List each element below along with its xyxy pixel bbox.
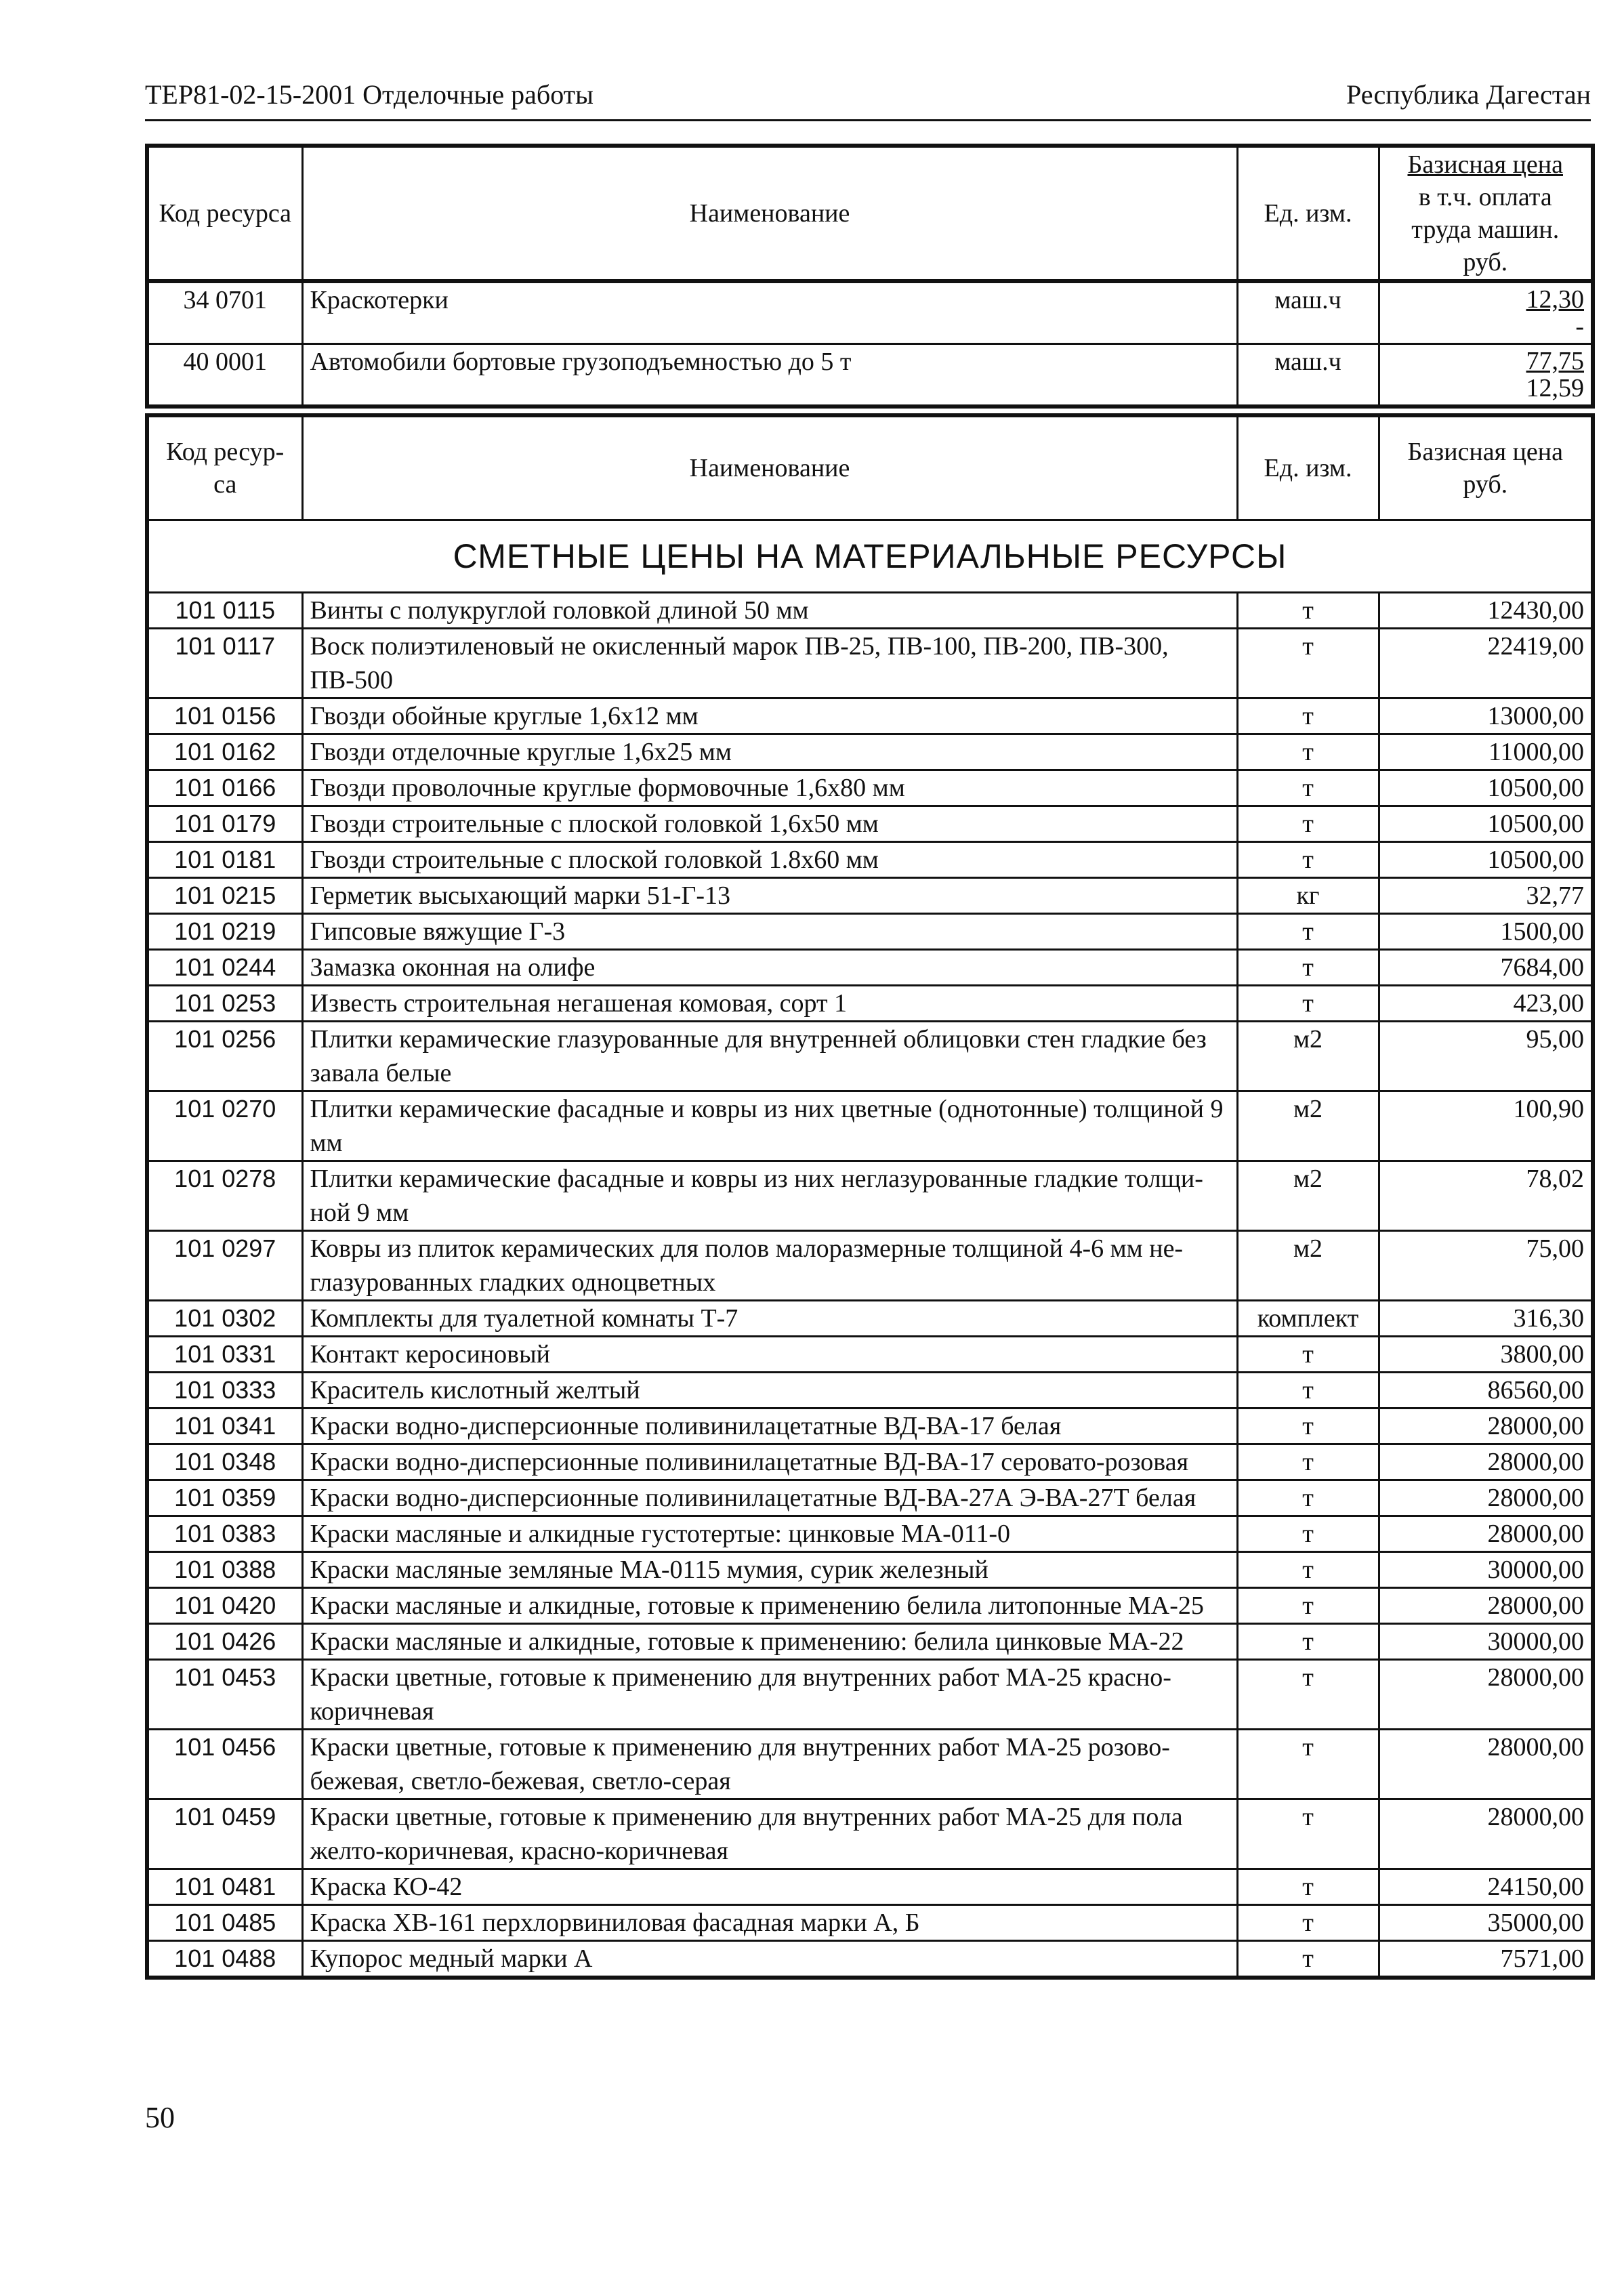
table-row (147, 770, 1593, 806)
table-row (147, 1091, 1593, 1161)
resource-unit: т (1237, 841, 1379, 877)
resource-price: 86560,00 (1379, 1372, 1593, 1408)
resource-name: Краска ХВ-161 перхлорвиниловая фасадная марки А, Б (302, 1904, 1237, 1940)
resource-code: 101 0219 (147, 913, 302, 949)
resource-code: 101 0333 (147, 1372, 302, 1408)
resource-code: 101 0453 (147, 1659, 302, 1729)
resource-price: 28000,00 (1379, 1408, 1593, 1444)
resource-price: 75,00 (1379, 1230, 1593, 1300)
resource-code: 101 0244 (147, 949, 302, 985)
table-row (147, 1336, 1593, 1372)
resource-code: 101 0359 (147, 1480, 302, 1516)
resource-name: Гвозди строительные с плоской головкой 1,6х50 мм (302, 806, 1237, 841)
resource-name: Плитки керамические фасадные и ковры из них цветные (однотонные) толщиной 9 мм (302, 1091, 1237, 1161)
materials-header-row (147, 415, 1593, 520)
table-row (147, 344, 1593, 407)
resource-price: 10500,00 (1379, 841, 1593, 877)
resource-price: 423,00 (1379, 985, 1593, 1021)
resource-name: Краски масляные и алкидные, готовые к применению белила литопонные МА-25 (302, 1587, 1237, 1623)
table-row (147, 1300, 1593, 1336)
resource-name: Плитки керамические фасадные и ковры из них неглазурованные гладкие толщи-ной 9 мм (302, 1161, 1237, 1230)
resource-name: Замазка оконная на олифе (302, 949, 1237, 985)
resource-unit: т (1237, 985, 1379, 1021)
resource-code: 101 0278 (147, 1161, 302, 1230)
price-header-line1: Базисная цена (1407, 150, 1563, 179)
resource-price: 28000,00 (1379, 1799, 1593, 1869)
region-name: Республика Дагестан (1346, 79, 1591, 110)
page-header (145, 73, 1591, 121)
column-header-code: Код ресурса (147, 146, 302, 281)
resource-code: 101 0348 (147, 1444, 302, 1480)
section-title-row (147, 520, 1593, 592)
table-row (147, 1408, 1593, 1444)
resource-price: 28000,00 (1379, 1729, 1593, 1799)
resource-unit: т (1237, 1729, 1379, 1799)
resource-code: 101 0488 (147, 1940, 302, 1978)
table-row (147, 1940, 1593, 1978)
resource-code: 101 0162 (147, 734, 302, 770)
resource-unit: т (1237, 1480, 1379, 1516)
resource-price: 3800,00 (1379, 1336, 1593, 1372)
resource-name: Краски цветные, готовые к применению для внутренних работ МА-25 розово-бежевая, светло-бежевая, светло-серая (302, 1729, 1237, 1799)
base-price: 77,75 (1526, 347, 1584, 375)
resource-price: 1500,00 (1379, 913, 1593, 949)
materials-table (145, 413, 1595, 1980)
resource-price: 28000,00 (1379, 1444, 1593, 1480)
resource-name: Краски водно-дисперсионные поливинилацетатные ВД-ВА-17 серовато-розовая (302, 1444, 1237, 1480)
resource-unit: т (1237, 1516, 1379, 1551)
resource-unit: м2 (1237, 1161, 1379, 1230)
machines-header-row (147, 146, 1593, 281)
resource-unit: т (1237, 806, 1379, 841)
resource-unit: т (1237, 1904, 1379, 1940)
resource-unit: маш.ч (1237, 344, 1379, 407)
resource-name: Краски масляные и алкидные густотертые: цинковые МА-011-0 (302, 1516, 1237, 1551)
resource-unit: т (1237, 949, 1379, 985)
resource-code: 101 0456 (147, 1729, 302, 1799)
resource-price: 10500,00 (1379, 770, 1593, 806)
resource-name: Гвозди строительные с плоской головкой 1.8х60 мм (302, 841, 1237, 877)
resource-price (1379, 281, 1593, 344)
resource-unit: комплект (1237, 1300, 1379, 1336)
resource-code: 101 0388 (147, 1551, 302, 1587)
labor-price: 12,59 (1526, 374, 1584, 402)
resource-unit: т (1237, 1659, 1379, 1729)
table-row (147, 628, 1593, 698)
resource-price: 28000,00 (1379, 1587, 1593, 1623)
table-row (147, 985, 1593, 1021)
table-row (147, 1444, 1593, 1480)
table-row (147, 1904, 1593, 1940)
resource-unit: т (1237, 1623, 1379, 1659)
resource-code: 101 0115 (147, 592, 302, 628)
resource-name: Краски цветные, готовые к применению для внутренних работ МА-25 для пола желто-коричневая, красно-коричневая (302, 1799, 1237, 1869)
table-row (147, 1799, 1593, 1869)
resource-code: 101 0341 (147, 1408, 302, 1444)
resource-price: 13000,00 (1379, 698, 1593, 734)
table-row (147, 913, 1593, 949)
resource-code: 101 0179 (147, 806, 302, 841)
resource-unit: т (1237, 628, 1379, 698)
resource-unit: маш.ч (1237, 281, 1379, 344)
table-row (147, 1021, 1593, 1091)
resource-unit: т (1237, 1372, 1379, 1408)
resource-name: Краски водно-дисперсионные поливинилацетатные ВД-ВА-17 белая (302, 1408, 1237, 1444)
resource-price: 30000,00 (1379, 1551, 1593, 1587)
table-row (147, 949, 1593, 985)
resource-name: Гвозди обойные круглые 1,6х12 мм (302, 698, 1237, 734)
resource-name: Краситель кислотный желтый (302, 1372, 1237, 1408)
resource-price: 35000,00 (1379, 1904, 1593, 1940)
resource-unit: кг (1237, 877, 1379, 913)
price-header-line3: труда машин. (1411, 215, 1560, 244)
resource-code: 40 0001 (147, 344, 302, 407)
resource-name: Гвозди отделочные круглые 1,6х25 мм (302, 734, 1237, 770)
table-row (147, 1729, 1593, 1799)
resource-name: Контакт керосиновый (302, 1336, 1237, 1372)
resource-price: 7571,00 (1379, 1940, 1593, 1978)
table-row (147, 1869, 1593, 1904)
resource-unit: т (1237, 913, 1379, 949)
resource-name: Гипсовые вяжущие Г-3 (302, 913, 1237, 949)
resource-code: 101 0256 (147, 1021, 302, 1091)
resource-price: 32,77 (1379, 877, 1593, 913)
resource-price: 316,30 (1379, 1300, 1593, 1336)
resource-name: Герметик высыхающий марки 51-Г-13 (302, 877, 1237, 913)
resource-code: 101 0166 (147, 770, 302, 806)
resource-unit: т (1237, 1336, 1379, 1372)
resource-code: 101 0270 (147, 1091, 302, 1161)
resource-unit: т (1237, 1799, 1379, 1869)
column-header-code: Код ресур-са (147, 415, 302, 520)
resource-unit: т (1237, 1940, 1379, 1978)
table-row (147, 1230, 1593, 1300)
resource-name: Плитки керамические глазурованные для внутренней облицовки стен гладкие без завала белые (302, 1021, 1237, 1091)
machines-table (145, 144, 1595, 409)
resource-unit: т (1237, 1869, 1379, 1904)
document-title: ТЕР81-02-15-2001 Отделочные работы (145, 79, 594, 110)
resource-price: 22419,00 (1379, 628, 1593, 698)
table-row (147, 698, 1593, 734)
resource-name: Краски водно-дисперсионные поливинилацетатные ВД-ВА-27А Э-ВА-27Т белая (302, 1480, 1237, 1516)
column-header-unit: Ед. изм. (1237, 415, 1379, 520)
resource-price: 11000,00 (1379, 734, 1593, 770)
column-header-price (1379, 146, 1593, 281)
column-header-price: Базисная цена руб. (1379, 415, 1593, 520)
table-row (147, 1161, 1593, 1230)
resource-name: Краска КО-42 (302, 1869, 1237, 1904)
resource-name: Краскотерки (302, 281, 1237, 344)
table-row (147, 841, 1593, 877)
resource-price: 28000,00 (1379, 1480, 1593, 1516)
resource-name: Краски цветные, готовые к применению для внутренних работ МА-25 красно-коричневая (302, 1659, 1237, 1729)
resource-code: 101 0181 (147, 841, 302, 877)
resource-name: Воск полиэтиленовый не окисленный марок ПВ-25, ПВ-100, ПВ-200, ПВ-300, ПВ-500 (302, 628, 1237, 698)
base-price: 12,30 (1526, 285, 1584, 314)
resource-unit: т (1237, 698, 1379, 734)
resource-price: 30000,00 (1379, 1623, 1593, 1659)
table-row (147, 281, 1593, 344)
resource-price: 28000,00 (1379, 1659, 1593, 1729)
resource-price: 7684,00 (1379, 949, 1593, 985)
table-row (147, 877, 1593, 913)
table-row (147, 1480, 1593, 1516)
table-row (147, 806, 1593, 841)
table-row (147, 1372, 1593, 1408)
resource-name: Купорос медный марки А (302, 1940, 1237, 1978)
price-header-line4: руб. (1463, 248, 1508, 276)
resource-price: 12430,00 (1379, 592, 1593, 628)
table-row (147, 592, 1593, 628)
table-row (147, 734, 1593, 770)
resource-unit: м2 (1237, 1021, 1379, 1091)
resource-unit: м2 (1237, 1091, 1379, 1161)
resource-unit: т (1237, 1551, 1379, 1587)
resource-unit: т (1237, 734, 1379, 770)
table-row (147, 1551, 1593, 1587)
resource-code: 101 0297 (147, 1230, 302, 1300)
table-row (147, 1659, 1593, 1729)
column-header-name: Наименование (302, 146, 1237, 281)
resource-name: Известь строительная негашеная комовая, сорт 1 (302, 985, 1237, 1021)
resource-price: 100,90 (1379, 1091, 1593, 1161)
resource-code: 101 0426 (147, 1623, 302, 1659)
resource-name: Ковры из плиток керамических для полов малоразмерные толщиной 4-6 мм не-глазурованных гладких одноцветных (302, 1230, 1237, 1300)
resource-code: 101 0459 (147, 1799, 302, 1869)
column-header-name: Наименование (302, 415, 1237, 520)
resource-code: 101 0481 (147, 1869, 302, 1904)
resource-price: 24150,00 (1379, 1869, 1593, 1904)
labor-price: - (1575, 312, 1584, 341)
header-rule (145, 119, 1591, 121)
resource-code: 101 0485 (147, 1904, 302, 1940)
resource-price: 28000,00 (1379, 1516, 1593, 1551)
page-number: 50 (145, 2101, 175, 2134)
resource-unit: т (1237, 592, 1379, 628)
resource-name: Краски масляные земляные МА-0115 мумия, сурик железный (302, 1551, 1237, 1587)
resource-unit: м2 (1237, 1230, 1379, 1300)
resource-name: Винты с полукруглой головкой длиной 50 мм (302, 592, 1237, 628)
resource-price: 10500,00 (1379, 806, 1593, 841)
resource-code: 101 0253 (147, 985, 302, 1021)
resource-code: 101 0302 (147, 1300, 302, 1336)
resource-code: 34 0701 (147, 281, 302, 344)
resource-code: 101 0117 (147, 628, 302, 698)
resource-unit: т (1237, 1587, 1379, 1623)
resource-name: Автомобили бортовые грузоподъемностью до 5 т (302, 344, 1237, 407)
resource-code: 101 0215 (147, 877, 302, 913)
resource-unit: т (1237, 770, 1379, 806)
table-row (147, 1623, 1593, 1659)
resource-name: Комплекты для туалетной комнаты Т-7 (302, 1300, 1237, 1336)
resource-code: 101 0420 (147, 1587, 302, 1623)
price-header-line2: в т.ч. оплата (1418, 183, 1552, 211)
resource-price: 95,00 (1379, 1021, 1593, 1091)
resource-name: Гвозди проволочные круглые формовочные 1,6х80 мм (302, 770, 1237, 806)
section-title: СМЕТНЫЕ ЦЕНЫ НА МАТЕРИАЛЬНЫЕ РЕСУРСЫ (147, 520, 1593, 592)
resource-unit: т (1237, 1408, 1379, 1444)
resource-name: Краски масляные и алкидные, готовые к применению: белила цинковые МА-22 (302, 1623, 1237, 1659)
resource-code: 101 0156 (147, 698, 302, 734)
resource-price (1379, 344, 1593, 407)
column-header-unit: Ед. изм. (1237, 146, 1379, 281)
resource-price: 78,02 (1379, 1161, 1593, 1230)
resource-code: 101 0331 (147, 1336, 302, 1372)
resource-code: 101 0383 (147, 1516, 302, 1551)
table-row (147, 1587, 1593, 1623)
table-row (147, 1516, 1593, 1551)
resource-unit: т (1237, 1444, 1379, 1480)
